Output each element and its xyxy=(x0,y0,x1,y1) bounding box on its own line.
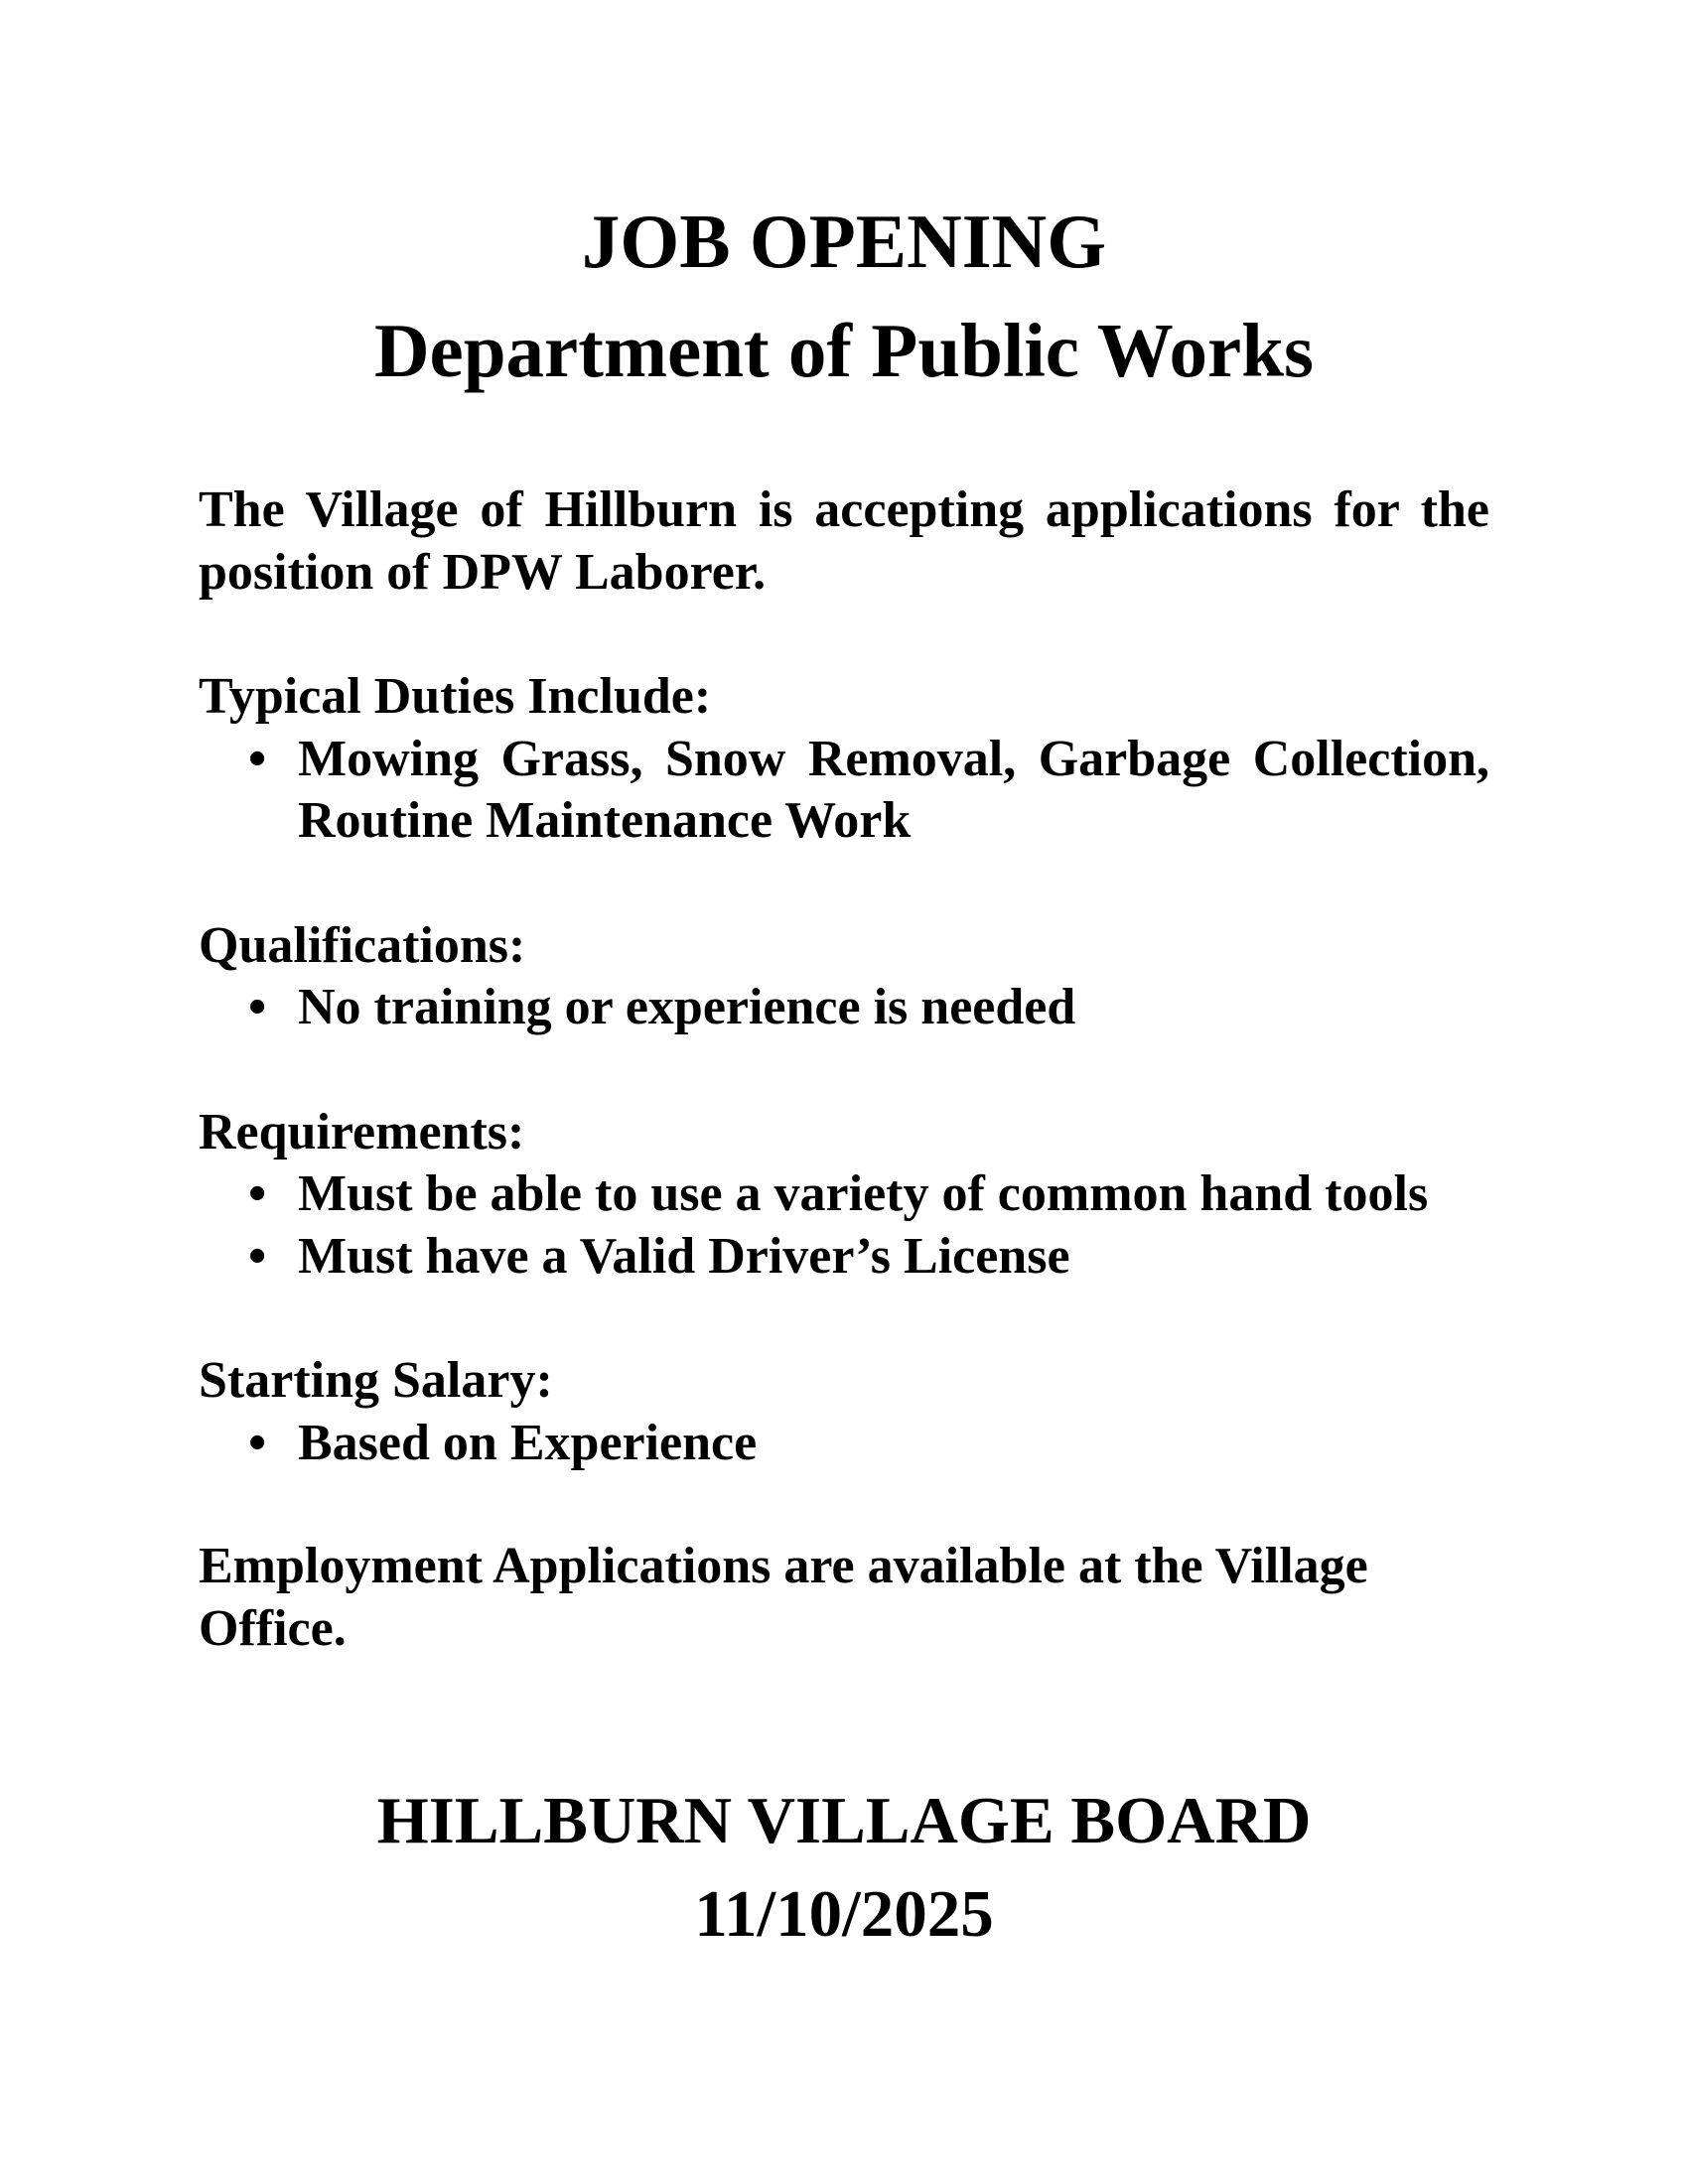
list-item xyxy=(199,1413,1489,1475)
footer-line-2: 11/10/2025 xyxy=(694,1877,994,1951)
list-item-line-2: Routine Maintenance Work xyxy=(298,792,912,849)
list-item-line-1: Must have a Valid Driver’s License xyxy=(298,1227,1070,1285)
intro-line-1: The Village of Hillburn is accepting applications for the xyxy=(199,481,1489,538)
list-item xyxy=(199,729,1489,853)
section-typical-duties xyxy=(199,666,1489,853)
section-heading: Qualifications: xyxy=(199,916,526,974)
title-line-2: Department of Public Works xyxy=(373,308,1315,393)
section-starting-salary xyxy=(199,1350,1489,1474)
intro-paragraph xyxy=(199,479,1489,604)
document-footer xyxy=(199,1774,1489,1961)
section-qualifications xyxy=(199,915,1489,1039)
bullet-icon: • xyxy=(248,730,267,787)
bullet-icon: • xyxy=(248,1414,267,1471)
footer-line-1: HILLBURN VILLAGE BOARD xyxy=(376,1784,1312,1857)
section-heading: Requirements: xyxy=(199,1103,525,1160)
list-item-line-1: No training or experience is needed xyxy=(298,979,1076,1035)
section-heading: Starting Salary: xyxy=(199,1352,553,1409)
list-item xyxy=(199,977,1489,1039)
title-line-1: JOB OPENING xyxy=(581,199,1107,284)
section-requirements xyxy=(199,1102,1489,1289)
list-item-line-1: Based on Experience xyxy=(298,1414,758,1471)
document-title xyxy=(199,187,1489,405)
list-item xyxy=(199,1226,1489,1289)
closing-line: Employment Applications are available at the Village Office. xyxy=(199,1538,1368,1657)
list-item-line-1: Must be able to use a variety of common hand tools xyxy=(298,1165,1429,1222)
section-heading: Typical Duties Include: xyxy=(199,668,712,725)
intro-line-2: position of DPW Laborer. xyxy=(199,543,767,601)
bullet-icon: • xyxy=(248,979,267,1035)
bullet-icon: • xyxy=(248,1165,267,1222)
list-item-line-1: Mowing Grass, Snow Removal, Garbage Collection, xyxy=(298,730,1489,787)
bullet-icon: • xyxy=(248,1227,267,1285)
list-item xyxy=(199,1163,1489,1226)
